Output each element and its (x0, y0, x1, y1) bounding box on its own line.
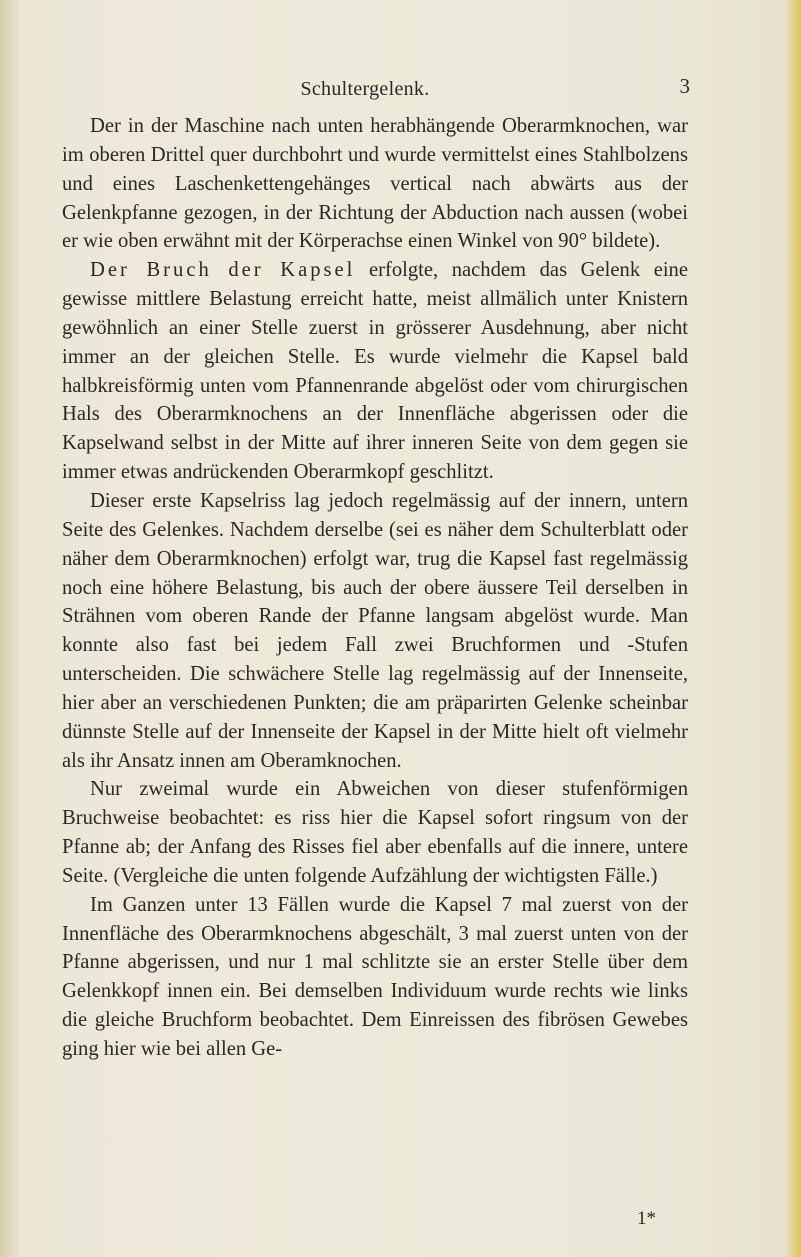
running-head (70, 74, 690, 108)
running-title: Schultergelenk. (300, 78, 430, 100)
spaced-emphasis: Der Bruch der Kapsel (90, 259, 356, 282)
page-number: 3 (679, 74, 690, 98)
paragraph-2 (62, 256, 688, 487)
paragraph-4: Nur zweimal wurde ein Abweichen von dieser stufenförmigen Bruchweise beobachtet: es riss hier die Kapsel sofort ringsum von der Pfanne ab; der Anfang des Risses fiel aber ebenfalls auf die innere, untere Seite. (Vergleiche die unten folgende Aufzählung der wichtigsten Fälle.) (62, 778, 688, 887)
page-edge-discoloration (785, 0, 801, 1257)
binding-shadow (0, 0, 22, 1257)
paragraph-2-rest: erfolgte, nachdem das Gelenk eine gewisse mittlere Belastung erreicht hatte, meist allmälich unter Knistern gewöhnlich an einer Stelle zuerst in grösserer Ausdehnung, aber nicht immer an der gleichen Stelle. Es wurde vielmehr die Kapsel bald halbkreisförmig unten vom Pfannenrande abgelöst oder vom chirurgischen Hals des Oberarmknochens an der Innenfläche abgerissen oder die Kapselwand selbst in der Mitte auf ihrer inneren Seite von dem gegen sie immer etwas andrückenden Oberarmkopf geschlitzt. (62, 259, 688, 484)
paragraph-1: Der in der Maschine nach unten herabhängende Oberarmknochen, war im oberen Drittel quer durchbohrt und wurde vermittelst eines Stahlbolzens und eines Laschenkettengehänges vertical nach abwärts aus der Gelenkpfanne gezogen, in der Richtung der Abduction nach aussen (wobei er wie oben erwähnt mit der Körperachse einen Winkel von 90° bildete). (62, 115, 688, 253)
paragraph-5: Im Ganzen unter 13 Fällen wurde die Kapsel 7 mal zuerst von der Innenfläche des Oberarmknochens abgeschält, 3 mal zuerst unten von der Pfanne abgerissen, und nur 1 mal schlitzte sie an erster Stelle über dem Gelenkkopf innen ein. Bei demselben Individuum wurde rechts wie links die gleiche Bruchform beobachtet. Dem Einreissen des fibrösen Gewebes ging hier wie bei allen Ge- (62, 893, 688, 1060)
paragraph-3: Dieser erste Kapselriss lag jedoch regelmässig auf der innern, untern Seite des Gelenkes. Nachdem derselbe (sei es näher dem Schulterblatt oder näher dem Oberarmknochen) erfolgt war, trug die Kapsel fast regelmässig noch eine höhere Belastung, bis auch der obere äussere Teil derselben in Strähnen vom oberen Rande der Pfanne langsam abgelöst wurde. Man konnte also fast bei jedem Fall zwei Bruchformen und -Stufen unterscheiden. Die schwächere Stelle lag regelmässig auf der Innenseite, hier aber an verschiedenen Punkten; die am präparirten Gelenke scheinbar dünnste Stelle auf der Innenseite der Kapsel in der Mitte hielt oft vielmehr als ihr Ansatz innen am Oberamknochen. (62, 489, 688, 772)
signature-mark: 1* (637, 1208, 656, 1229)
body-text (62, 112, 688, 1064)
